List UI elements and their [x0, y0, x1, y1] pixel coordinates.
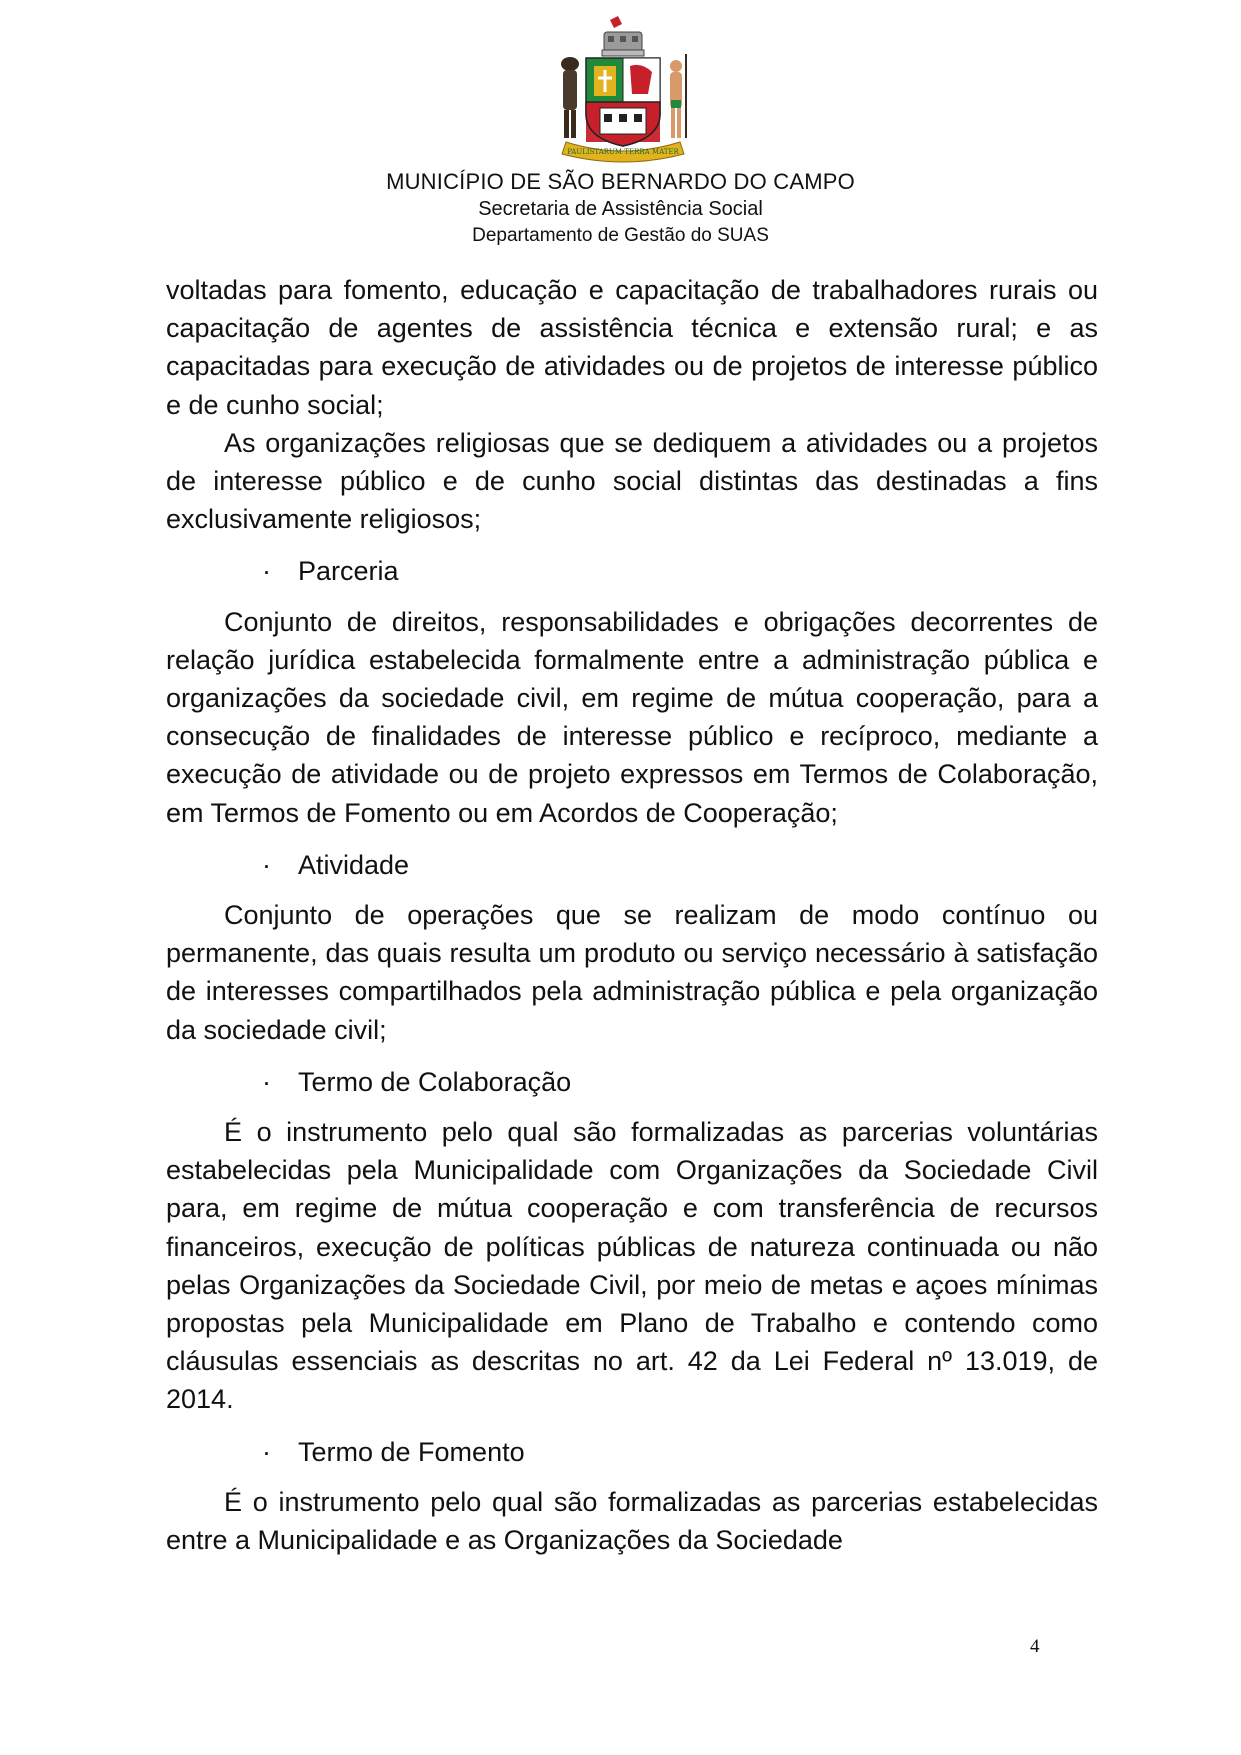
term-heading-label: Parceria: [298, 556, 399, 587]
term-heading-termo-fomento: [262, 1433, 1098, 1471]
bullet-dot: ·: [262, 1436, 271, 1467]
term-heading-parceria: [262, 552, 1098, 590]
secretariat-name: Secretaria de Assistência Social: [478, 198, 763, 220]
document-body: [166, 271, 1098, 1559]
definition-parceria: Conjunto de direitos, responsabilidades e obrigações decorrentes de relação jurídica estabelecida formalmente entre a administração pública e organizações da sociedade civil, em regime de mútua cooperação, para a consecução de finalidades de interesse público e recíproco, mediante a execução de atividade ou de projeto expressos em Termos de Colaboração, em Termos de Fomento ou em Acordos de Cooperação;: [166, 606, 1098, 828]
crest-shield: [586, 58, 660, 146]
term-heading-atividade: [262, 846, 1098, 884]
term-heading-label: Termo de Colaboração: [298, 1066, 572, 1097]
crest-left-figure: [561, 57, 579, 138]
definition-termo-colaboracao: É o instrumento pelo qual são formalizadas as parcerias voluntárias estabelecidas pela Municipalidade com Organizações da Sociedade Civil para, em regime de mútua cooperação e com transferência de recursos financeiros, execução de políticas públicas de natureza continuada ou não pelas Organizações da Sociedade Civil, por meio de metas e açoes mínimas propostas pela Municipalidade em Plano de Trabalho e contendo como cláusulas essenciais as descritas no art. 42 da Lei Federal nº 13.019, de 2014.: [166, 1117, 1098, 1415]
bullet-dot: ·: [262, 556, 271, 587]
definition-atividade: Conjunto de operações que se realizam de modo contínuo ou permanente, das quais resulta um produto ou serviço necessário à satisfação de interesses compartilhados pela administração pública e pela organização da sociedade civil;: [166, 900, 1098, 1045]
municipality-name: MUNICÍPIO DE SÃO BERNARDO DO CAMPO: [386, 169, 855, 194]
bullet-dot: ·: [262, 849, 271, 880]
definition-termo-fomento: É o instrumento pelo qual são formalizadas as parcerias estabelecidas entre a Municipalidade e as Organizações da Sociedade: [166, 1486, 1098, 1556]
crest-right-figure: [670, 54, 686, 138]
term-heading-termo-colaboracao: [262, 1063, 1098, 1101]
svg-text:PAULISTARUM TERRA MATER: PAULISTARUM TERRA MATER: [567, 148, 679, 156]
term-heading-label: Atividade: [298, 849, 410, 880]
department-name: Departamento de Gestão do SUAS: [472, 225, 769, 246]
municipal-crest-emblem: [548, 14, 698, 164]
paragraph-continuation: voltadas para fomento, educação e capacitação de trabalhadores rurais ou capacitação de agentes de assistência técnica e extensão rural; e as capacitadas para execução de atividades ou de projetos de interesse público e de cunho social;: [166, 275, 1098, 420]
bullet-dot: ·: [262, 1066, 271, 1097]
term-heading-label: Termo de Fomento: [298, 1436, 525, 1467]
page-number: 4: [1030, 1636, 1040, 1657]
letterhead: [0, 168, 1241, 249]
crest-crown: [602, 16, 644, 56]
paragraph-religious-organizations: As organizações religiosas que se dediquem a atividades ou a projetos de interesse público e de cunho social distintas das destinadas a fins exclusivamente religiosos;: [166, 427, 1098, 535]
